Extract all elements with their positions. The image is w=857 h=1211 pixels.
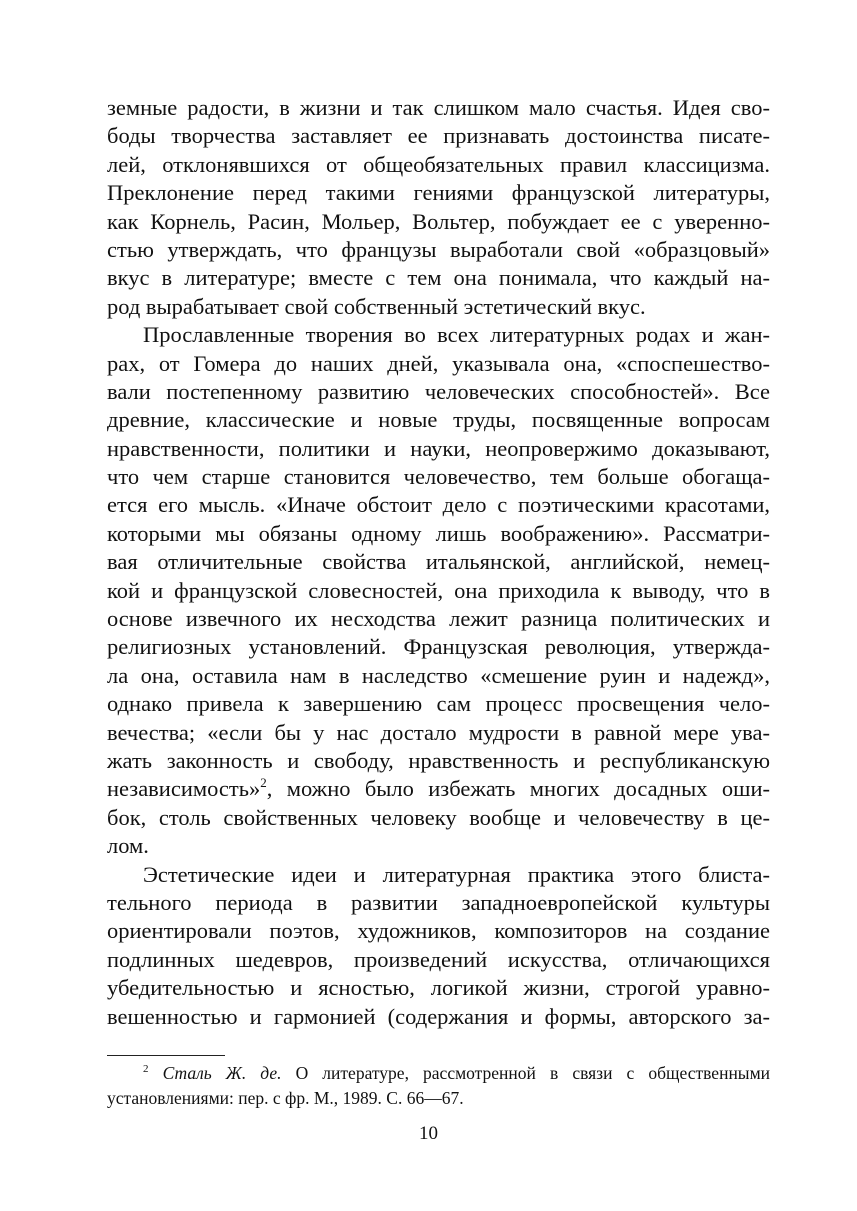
text-line: Прославленные творения во всех литературных родах и жан-: [143, 322, 770, 348]
text-line: вкус в литературе; вместе с тем она понимала, что каждый на-: [107, 265, 770, 291]
footnote: [107, 1061, 770, 1110]
text-line: ориентировали поэтов, художников, композиторов на создание: [107, 918, 770, 944]
footnote-mark: 2: [143, 1063, 149, 1075]
text-line: род вырабатывает свой собственный эстетический вкус.: [107, 293, 646, 319]
footnote-line: установлениями: пер. с фр. М., 1989. С. 66—67.: [107, 1087, 464, 1108]
text-line: убедительностью и ясностью, логикой жизни, строгой уравно-: [107, 975, 770, 1001]
text-line: вая отличительные свойства итальянской, английской, немец-: [107, 549, 770, 575]
text-line: лом.: [107, 833, 149, 859]
text-line: вечества; «если бы у нас достало мудрости в равной мере ува-: [107, 719, 770, 745]
page-number: 10: [419, 1123, 438, 1144]
footnote-reference[interactable]: 2: [260, 775, 267, 791]
text-line: нравственности, политики и науки, неопровержимо доказывают,: [107, 435, 770, 461]
text-line: религиозных установлений. Французская революция, утвержда-: [107, 634, 770, 660]
paragraph-2: [107, 321, 770, 860]
paragraph-1: [107, 94, 770, 321]
text-line: стью утверждать, что французы выработали свой «образцовый»: [107, 236, 770, 262]
text-line: Эстетические идеи и литературная практика этого блиста-: [143, 861, 770, 887]
text-fragment: , можно было избежать многих досадных оши-: [266, 776, 770, 802]
text-line: подлинных шедевров, произведений искусства, отличающихся: [107, 946, 770, 972]
text-line: Преклонение перед такими гениями французской литературы,: [107, 180, 770, 206]
text-line: тельного периода в развитии западноевропейской культуры: [107, 889, 770, 915]
text-line: лей, отклонявшихся от общеобязательных правил классицизма.: [107, 151, 770, 177]
text-line: кой и французской словесностей, она приходила к выводу, что в: [107, 577, 770, 603]
text-line: которыми мы обязаны одному лишь воображению». Рассматри-: [107, 520, 770, 546]
text-line: как Корнель, Расин, Мольер, Вольтер, побуждает ее с уверенно-: [107, 208, 770, 234]
text-line: рах, от Гомера до наших дней, указывала она, «споспешество-: [107, 350, 770, 376]
text-line: бок, столь свойственных человеку вообще и человечеству в це-: [107, 804, 770, 830]
text-line: земные радости, в жизни и так слишком мало счастья. Идея сво-: [107, 95, 770, 120]
text-line: ла она, оставила нам в наследство «смешение руин и надежд»,: [107, 662, 770, 688]
page-body: [107, 94, 770, 1031]
text-line: боды творчества заставляет ее признавать достоинства писате-: [107, 123, 770, 149]
text-line: древние, классические и новые труды, посвященные вопросам: [107, 407, 770, 433]
text-line: вешенностью и гармонией (содержания и формы, авторского за-: [107, 1003, 770, 1029]
text-line: жать законность и свободу, нравственность и республиканскую: [107, 747, 770, 773]
text-line-with-footnote-ref: [107, 775, 770, 803]
footnote-title: О литературе, рассмотренной в связи с общественными: [281, 1063, 771, 1083]
text-line: вали постепенному развитию человеческих способностей». Все: [107, 378, 770, 404]
text-fragment: независимость»: [107, 776, 261, 802]
paragraph-3: [107, 861, 770, 1031]
footnote-author: Сталь Ж. де.: [162, 1063, 282, 1083]
footnote-divider: [107, 1055, 225, 1056]
text-line: основе извечного их несходства лежит разница политических и: [107, 606, 770, 632]
footnote-line: [107, 1061, 770, 1086]
text-line: что чем старше становится человечество, тем больше обогаща-: [107, 464, 770, 490]
text-line: однако привела к завершению сам процесс просвещения чело-: [107, 691, 770, 717]
text-line: ется его мысль. «Иначе обстоит дело с поэтическими красотами,: [107, 492, 770, 518]
